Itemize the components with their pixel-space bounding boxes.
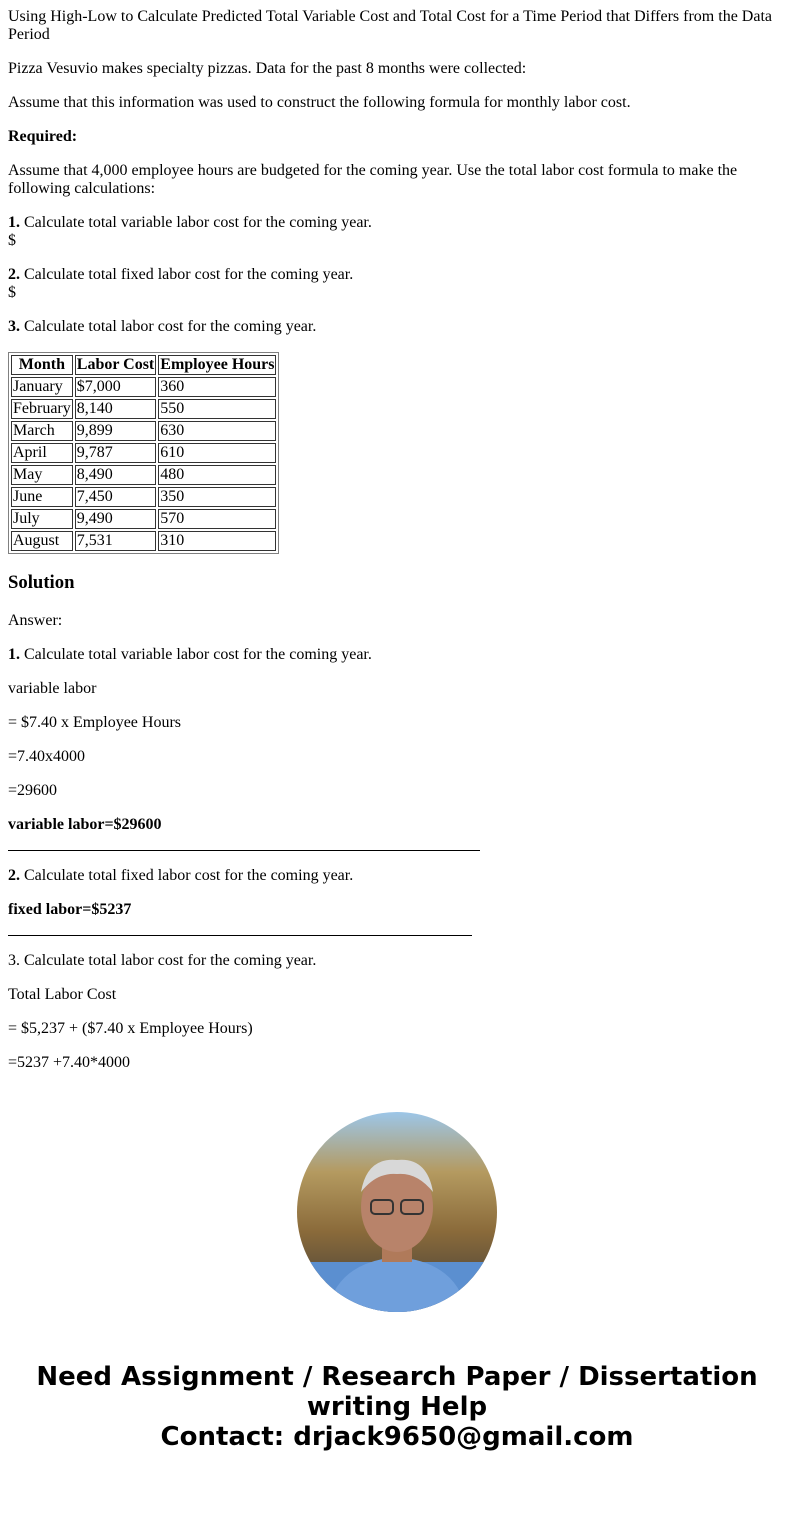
table-row: [11, 509, 276, 529]
table-cell: March: [11, 421, 73, 441]
table-cell: January: [11, 377, 73, 397]
required-label: Required:: [8, 128, 78, 145]
table-row: [11, 399, 276, 419]
text: =5237 +7.40*4000: [8, 1054, 131, 1071]
table-cell: 9,787: [75, 443, 157, 463]
answer-label: Answer:: [8, 612, 63, 629]
text: = $5,237 + ($7.40 x Employee Hours): [8, 1020, 253, 1037]
table-row: [11, 443, 276, 463]
text: Total Labor Cost: [8, 986, 117, 1003]
header-employee-hours: Employee Hours: [160, 356, 275, 373]
title: Using High-Low to Calculate Predicted Total Variable Cost and Total Cost for a Time Period that Differs from the Data Period: [8, 8, 772, 43]
table-cell: 8,490: [75, 465, 157, 485]
text: =29600: [8, 782, 58, 799]
divider: [8, 935, 472, 936]
promo-line: Need Assignment / Research Paper / Dissertation writing Help: [36, 1362, 758, 1422]
table-cell: April: [11, 443, 73, 463]
table-cell: 310: [158, 531, 276, 551]
table-row: [11, 377, 276, 397]
table-cell: 9,490: [75, 509, 157, 529]
table-cell: 360: [158, 377, 276, 397]
table-cell: 350: [158, 487, 276, 507]
divider: [8, 850, 480, 851]
assume: Assume that this information was used to construct the following formula for monthly labor cost.: [8, 94, 631, 111]
solution-heading: Solution: [8, 572, 75, 593]
solution-q1: 1. Calculate total variable labor cost for the coming year.: [8, 646, 372, 663]
table-cell: 630: [158, 421, 276, 441]
table-cell: 480: [158, 465, 276, 485]
table-cell: 9,899: [75, 421, 157, 441]
table-cell: 7,531: [75, 531, 157, 551]
table-cell: May: [11, 465, 73, 485]
table-row: [11, 421, 276, 441]
solution-q2: 2. Calculate total fixed labor cost for the coming year.: [8, 867, 354, 884]
table-cell: July: [11, 509, 73, 529]
table-cell: 8,140: [75, 399, 157, 419]
table-row: [11, 487, 276, 507]
text: =7.40x4000: [8, 748, 86, 765]
promo-banner: [8, 1362, 786, 1452]
intro: Pizza Vesuvio makes specialty pizzas. Data for the past 8 months were collected:: [8, 60, 527, 77]
author-photo: [297, 1112, 497, 1312]
question-1: 1. Calculate total variable labor cost for the coming year. $: [8, 214, 372, 249]
table-cell: 570: [158, 509, 276, 529]
fixed-labor-result: fixed labor=$5237: [8, 901, 132, 918]
table-row: [11, 465, 276, 485]
table-cell: 7,450: [75, 487, 157, 507]
promo-contact: Contact: drjack9650@gmail.com: [160, 1422, 634, 1452]
question-3: 3. Calculate total labor cost for the coming year.: [8, 318, 317, 335]
solution-q3: 3. Calculate total labor cost for the coming year.: [8, 952, 317, 969]
table-cell: February: [13, 400, 71, 417]
table-cell: $7,000: [75, 377, 157, 397]
table-cell: 550: [158, 399, 276, 419]
question-2: 2. Calculate total fixed labor cost for the coming year. $: [8, 266, 354, 301]
table-cell: August: [11, 531, 73, 551]
table-cell: June: [11, 487, 73, 507]
header-labor-cost: Labor Cost: [76, 356, 155, 373]
data-table: [8, 352, 279, 554]
variable-labor-result: variable labor=$29600: [8, 816, 162, 833]
table-cell: 610: [158, 443, 276, 463]
text: = $7.40 x Employee Hours: [8, 714, 181, 731]
header-month: Month: [11, 355, 73, 375]
budget: Assume that 4,000 employee hours are budgeted for the coming year. Use the total labor cost formula to make the following calculations:: [8, 162, 738, 197]
table-row: [11, 531, 276, 551]
text: variable labor: [8, 680, 97, 697]
